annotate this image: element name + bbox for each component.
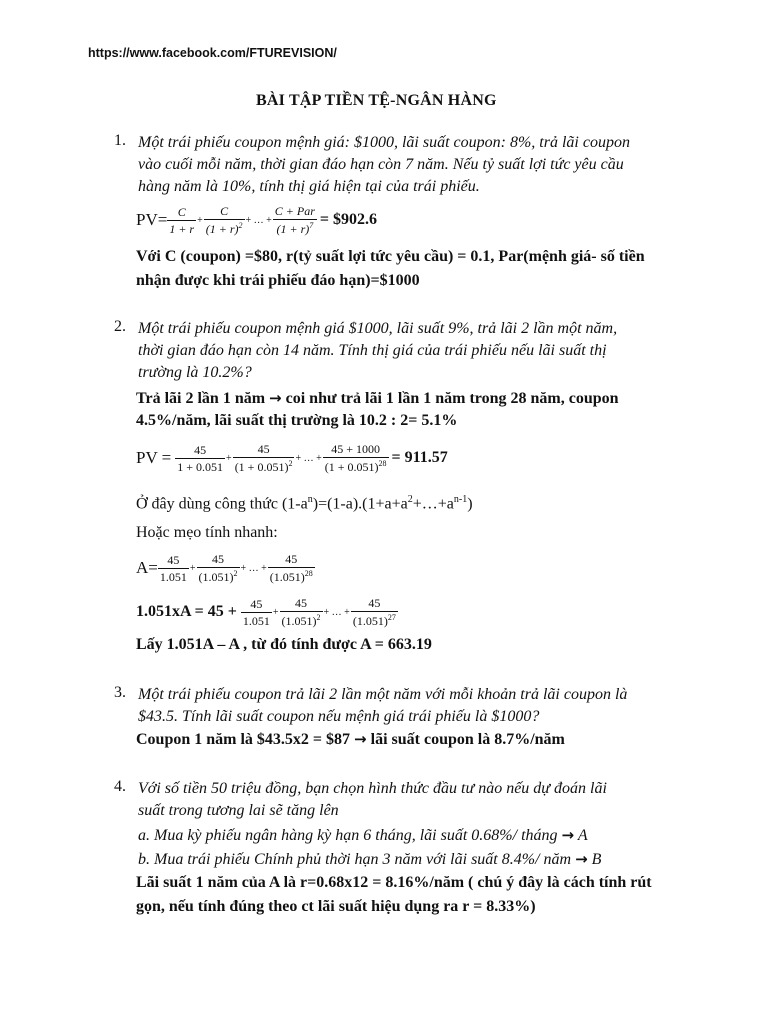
- q2-line-1: Một trái phiếu coupon mệnh giá $1000, lãi suất 9%, trả lãi 2 lần một năm,: [138, 320, 618, 337]
- q2-line-3: trường là 10.2%?: [138, 364, 252, 381]
- q1-frac-2: $\frac{C}{(1 + r)^2}$: [205, 204, 243, 236]
- q1-number: 1.: [114, 132, 126, 149]
- q3-answer: Coupon 1 năm là $43.5x2 = $87 → lãi suất coupon là 8.7%/năm: [136, 730, 565, 748]
- q2-conclusion: Lấy 1.051A – A , từ đó tính được A = 663.19: [136, 636, 432, 653]
- q4-answer-line-1: Lãi suất 1 năm của A là r=0.68x12 = 8.16%/năm ( chú ý đây là cách tính rút: [136, 874, 652, 891]
- page-title: BÀI TẬP TIỀN TỆ-NGÂN HÀNG: [256, 92, 497, 109]
- q3-line-1: Một trái phiếu coupon trả lãi 2 lần một năm với mỗi khoản trả lãi coupon là: [138, 686, 628, 703]
- q3-line-2: $43.5. Tính lãi suất coupon nếu mệnh giá trái phiếu là $1000?: [138, 708, 540, 725]
- q1-line-2: vào cuối mỗi năm, thời gian đáo hạn còn 7 năm. Nếu tỷ suất lợi tức yêu cầu: [138, 156, 624, 173]
- q4-answer-line-2: gọn, nếu tính đúng theo ct lãi suất hiệu dụng ra r = 8.33%): [136, 898, 536, 915]
- q2-a-equation: A= $\frac{45}{1.051}$ + $\frac{45}{(1.051)^2}$ + … + $\frac{45}{(1.051)^{28}}$: [136, 552, 313, 584]
- q4-line-2: suất trong tương lai sẽ tăng lên: [138, 802, 339, 819]
- q1-pv-equation: PV= $\frac{C}{1 + r}$ + $\frac{C}{(1 + r)^2}$ + … + $\frac{\text{C + Par}}{(1 + r)^7}$ = $902.6: [136, 204, 378, 236]
- q2-b-equation: 1.051xA = 45 + $\frac{45}{1.051}$ + $\frac{45}{(1.051)^2}$ + … + $\frac{45}{(1.051)^{27}}$: [136, 596, 396, 628]
- q2-answer-line-1: Trả lãi 2 lần 1 năm → coi như trả lãi 1 lần 1 năm trong 28 năm, coupon: [136, 389, 619, 407]
- q1-frac-3: $\frac{\text{C + Par}}{(1 + r)^7}$: [274, 204, 315, 236]
- q4-option-a: a. Mua kỳ phiếu ngân hàng kỳ hạn 6 tháng, lãi suất 0.68%/ tháng → A: [138, 826, 588, 844]
- arrow-right-icon: →: [269, 389, 282, 407]
- q2-line-2: thời gian đáo hạn còn 14 năm. Tính thị giá của trái phiếu nếu lãi suất thị: [138, 342, 607, 359]
- q4-number: 4.: [114, 778, 126, 795]
- q2-answer-line-2: 4.5%/năm, lãi suất thị trường là 10.2 : 2= 5.1%: [136, 412, 458, 429]
- q1-frac-1: $\frac{C}{1 + r}$: [169, 204, 195, 236]
- q1-line-1: Một trái phiếu coupon mệnh giá: $1000, lãi suất coupon: 8%, trả lãi coupon: [138, 134, 630, 151]
- q2-result: = 911.57: [391, 449, 448, 466]
- q2-formula: Ở đây dùng công thức $(1-a^n)=(1-a).(1+a+a^2+\dots+a^{n-1})$: [136, 494, 473, 513]
- q4-option-b: b. Mua trái phiếu Chính phủ thời hạn 3 năm với lãi suất 8.4%/ năm → B: [138, 850, 602, 868]
- q1-note-line-2: nhận được khi trái phiếu đáo hạn)=$1000: [136, 272, 420, 289]
- q2-tip: Hoặc mẹo tính nhanh:: [136, 524, 278, 541]
- q1-pv-label: PV=: [136, 210, 168, 229]
- q1-result: = $902.6: [319, 211, 378, 228]
- arrow-right-icon: →: [354, 730, 367, 748]
- q4-line-1: Với số tiền 50 triệu đồng, bạn chọn hình thức đầu tư nào nếu dự đoán lãi: [138, 780, 607, 797]
- q2-number: 2.: [114, 318, 126, 335]
- arrow-right-icon: →: [575, 850, 588, 868]
- arrow-right-icon: →: [561, 826, 575, 844]
- q1-line-3: hàng năm là 10%, tính thị giá hiện tại của trái phiếu.: [138, 178, 480, 195]
- q2-pv-equation: PV = $\frac{45}{1 + 0.051}$ + $\frac{45}{(1 + 0.051)^2}$ + … + $\frac{45 + 1000}{(1 + 0.051)^{28}}$ = 911.57: [136, 442, 448, 474]
- q3-number: 3.: [114, 684, 126, 701]
- header-url[interactable]: https://www.facebook.com/FTUREVISION/: [88, 46, 337, 60]
- q1-note-line-1: Với C (coupon) =$80, r(tỷ suất lợi tức yêu cầu) = 0.1, Par(mệnh giá- số tiền: [136, 248, 645, 265]
